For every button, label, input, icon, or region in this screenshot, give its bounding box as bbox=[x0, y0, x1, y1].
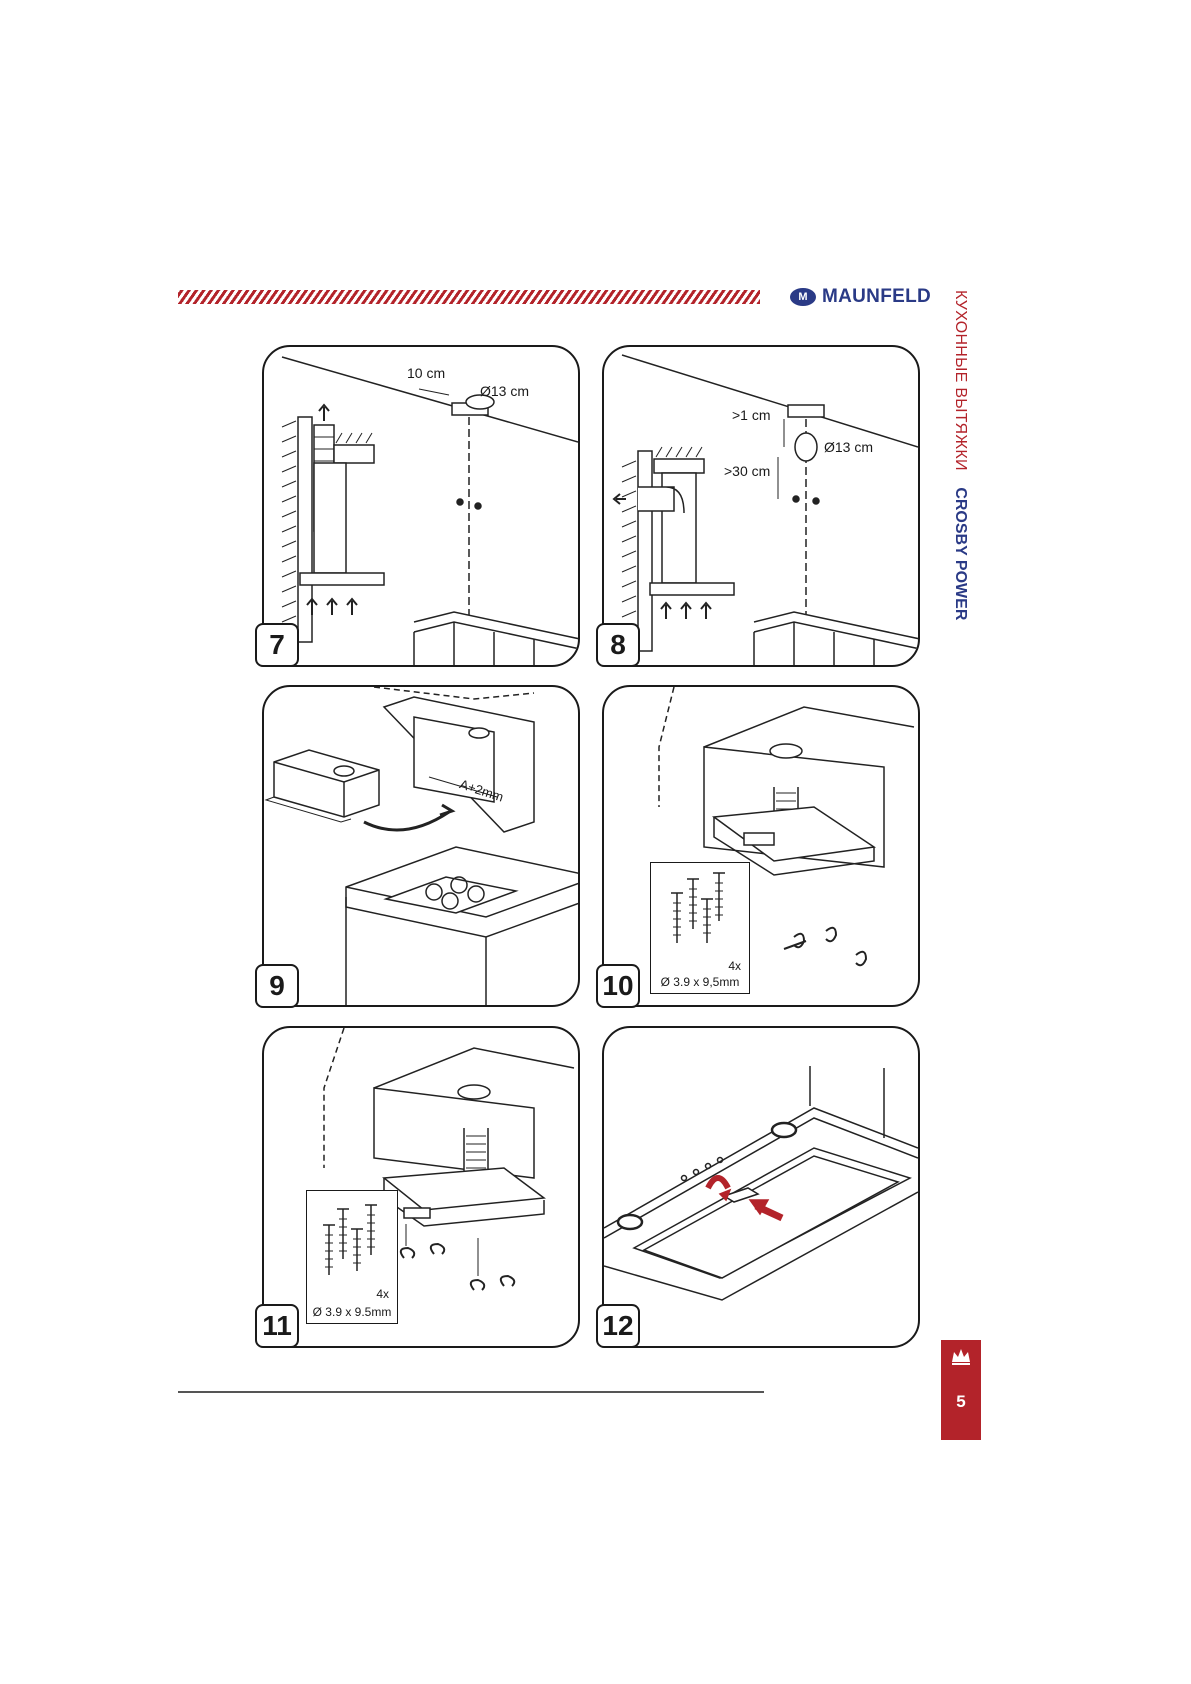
step-10-screw-box bbox=[650, 862, 750, 994]
screw-icon bbox=[651, 863, 749, 963]
step-10-number: 10 bbox=[596, 964, 640, 1008]
step-9-dimension-label: A+2mm bbox=[457, 776, 506, 805]
step-7-diameter-label: Ø13 cm bbox=[480, 383, 530, 399]
step-7-offset-label: 10 cm bbox=[407, 365, 446, 381]
step-7-number: 7 bbox=[255, 623, 299, 667]
page-number: 5 bbox=[956, 1392, 966, 1411]
step-11-screw-spec: Ø 3.9 x 9.5mm bbox=[312, 1305, 392, 1319]
step-8-diameter-label: Ø13 cm bbox=[824, 439, 874, 455]
side-title bbox=[946, 290, 974, 630]
step-11-panel bbox=[262, 1026, 580, 1348]
step-8-panel bbox=[602, 345, 920, 667]
footer-rule bbox=[178, 1391, 764, 1393]
step-11-screw-box bbox=[306, 1190, 398, 1324]
page-number-badge bbox=[941, 1340, 981, 1440]
brand-name: MAUNFELD bbox=[822, 286, 931, 307]
step-7-panel bbox=[262, 345, 580, 667]
step-9-number: 9 bbox=[255, 964, 299, 1008]
step-12-illustration bbox=[604, 1028, 918, 1346]
crown-icon bbox=[949, 1344, 973, 1368]
step-9-panel bbox=[262, 685, 580, 1007]
step-12-panel bbox=[602, 1026, 920, 1348]
step-8-number: 8 bbox=[596, 623, 640, 667]
step-11-number: 11 bbox=[255, 1304, 299, 1348]
step-11-screw-qty: 4x bbox=[376, 1287, 389, 1301]
step-12-number: 12 bbox=[596, 1304, 640, 1348]
step-8-illustration bbox=[604, 347, 918, 665]
step-8-gap-label: >1 cm bbox=[732, 407, 771, 423]
header-hatch-bar bbox=[178, 290, 760, 304]
step-10-panel bbox=[602, 685, 920, 1007]
step-9-illustration bbox=[264, 687, 578, 1005]
step-7-illustration bbox=[264, 347, 578, 665]
step-10-screw-spec: Ø 3.9 x 9,5mm bbox=[660, 975, 740, 989]
step-8-clearance-label: >30 cm bbox=[724, 463, 771, 479]
step-10-screw-qty: 4x bbox=[728, 959, 741, 973]
side-model: CROSBY POWER bbox=[952, 487, 969, 621]
side-category: КУХОННЫЕ ВЫТЯЖКИ bbox=[952, 290, 969, 471]
brand-mark-icon: M bbox=[790, 288, 816, 306]
screw-icon bbox=[307, 1191, 397, 1291]
brand-logo bbox=[790, 285, 931, 309]
